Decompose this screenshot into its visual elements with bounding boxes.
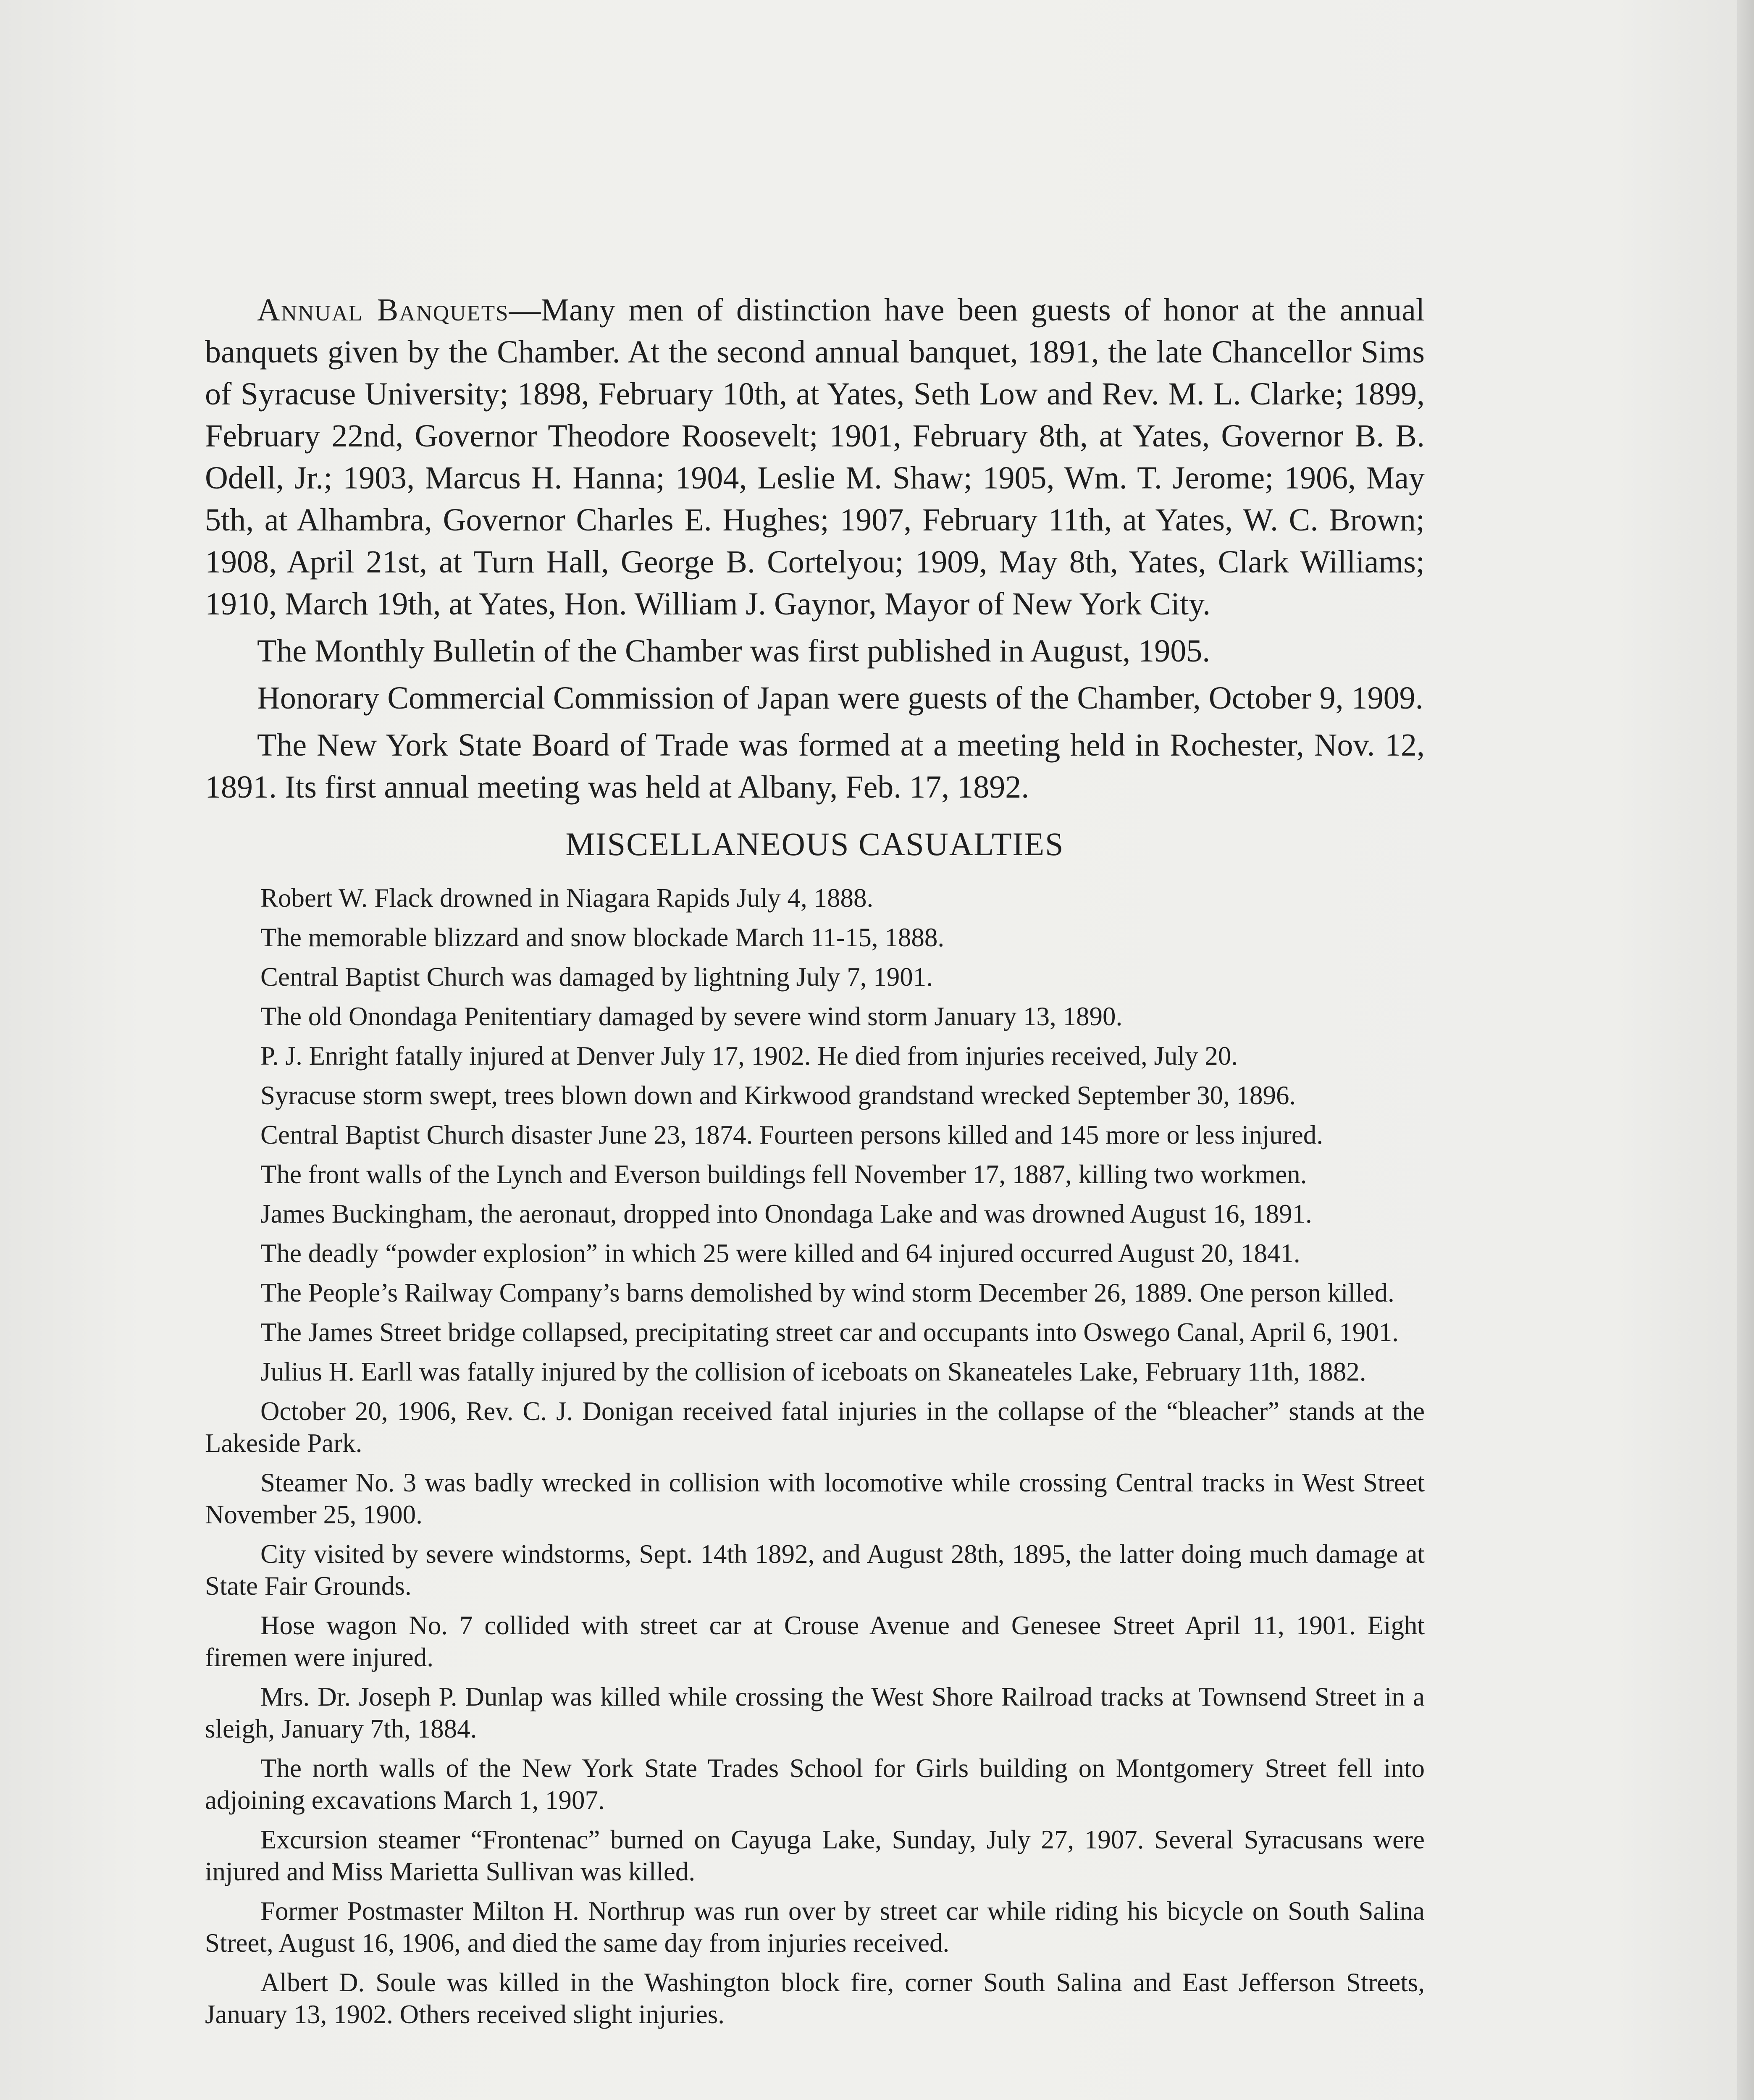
casualty-item: City visited by severe windstorms, Sept. 14th 1892, and August 28th, 1895, the latter doing much damage at State Fair Grounds. <box>205 1539 1425 1601</box>
casualty-item: Former Postmaster Milton H. Northrup was run over by street car while riding his bicycle on South Salina Street, August 16, 1906, and died the same day from injuries received. <box>205 1896 1425 1958</box>
casualty-item: The memorable blizzard and snow blockade March 11-15, 1888. <box>260 923 945 952</box>
casualty-item: The north walls of the New York State Trades School for Girls building on Montgomery Street fell into adjoining excavations March 1, 1907. <box>205 1754 1425 1815</box>
casualty-item: Steamer No. 3 was badly wrecked in collision with locomotive while crossing Central tracks in West Street November 25, 1900. <box>205 1468 1425 1529</box>
casualty-item: The People’s Railway Company’s barns demolished by wind storm December 26, 1889. One person killed. <box>260 1278 1394 1307</box>
japan-commission-paragraph: Honorary Commercial Commission of Japan were guests of the Chamber, October 9, 1909. <box>257 680 1423 716</box>
casualty-item: The old Onondaga Penitentiary damaged by severe wind storm January 13, 1890. <box>260 1002 1123 1031</box>
casualty-item: The front walls of the Lynch and Everson buildings fell November 17, 1887, killing two workmen. <box>260 1160 1307 1189</box>
text-column <box>205 289 1425 2038</box>
casualty-item: Hose wagon No. 7 collided with street car at Crouse Avenue and Genesee Street April 11, 1901. Eight firemen were injured. <box>205 1611 1425 1672</box>
casualty-item: The James Street bridge collapsed, precipitating street car and occupants into Oswego Canal, April 6, 1901. <box>260 1318 1399 1347</box>
chamber-notes <box>205 289 1425 808</box>
board-of-trade-paragraph: The New York State Board of Trade was formed at a meeting held in Rochester, Nov. 12, 1891. Its first annual meeting was held at Albany, Feb. 17, 1892. <box>205 727 1425 805</box>
casualty-item: Robert W. Flack drowned in Niagara Rapids July 4, 1888. <box>260 883 874 913</box>
casualty-item: Excursion steamer “Frontenac” burned on Cayuga Lake, Sunday, July 27, 1907. Several Syracusans were injured and Miss Marietta Sullivan was killed. <box>205 1825 1425 1886</box>
casualty-item: Central Baptist Church was damaged by lightning July 7, 1901. <box>260 962 933 992</box>
casualty-item: The deadly “powder explosion” in which 25 were killed and 64 injured occurred August 20, 1841. <box>260 1239 1300 1268</box>
banquets-text: —Many men of distinction have been guests of honor at the annual banquets given by the Chamber. At the second annual banquet, 1891, the late Chancellor Sims of Syracuse University; 1898, February 10th, at Yates, Seth Low and Rev. M. L. Clarke; 1899, February 22nd, Governor Theodore Roosevelt; 1901, February 8th, at Yates, Governor B. B. Odell, Jr.; 1903, Marcus H. Hanna; 1904, Leslie M. Shaw; 1905, Wm. T. Jerome; 1906, May 5th, at Alhambra, Governor Charles E. Hughes; 1907, February 11th, at Yates, W. C. Brown; 1908, April 21st, at Turn Hall, George B. Cortelyou; 1909, May 8th, Yates, Clark Williams; 1910, March 19th, at Yates, Hon. William J. Gaynor, Mayor of New York City. <box>205 292 1425 622</box>
casualty-item: Julius H. Earll was fatally injured by the collision of iceboats on Skaneateles Lake, February 11th, 1882. <box>260 1357 1366 1386</box>
casualty-item: P. J. Enright fatally injured at Denver July 17, 1902. He died from injuries received, July 20. <box>260 1041 1238 1071</box>
banquets-paragraph <box>205 289 1425 625</box>
casualty-item: James Buckingham, the aeronaut, dropped into Onondaga Lake and was drowned August 16, 1891. <box>260 1199 1312 1228</box>
casualty-item: October 20, 1906, Rev. C. J. Donigan received fatal injuries in the collapse of the “bleacher” stands at the Lakeside Park. <box>205 1396 1425 1458</box>
casualties-list <box>205 882 1425 2030</box>
casualty-item: Mrs. Dr. Joseph P. Dunlap was killed while crossing the West Shore Railroad tracks at Townsend Street in a sleigh, January 7th, 1884. <box>205 1682 1425 1743</box>
casualty-item: Syracuse storm swept, trees blown down and Kirkwood grandstand wrecked September 30, 1896. <box>260 1081 1296 1110</box>
page-edge <box>1737 0 1754 2100</box>
casualty-item: Albert D. Soule was killed in the Washington block fire, corner South Salina and East Jefferson Streets, January 13, 1902. Others received slight injuries. <box>205 1968 1425 2029</box>
bulletin-paragraph: The Monthly Bulletin of the Chamber was first published in August, 1905. <box>257 633 1210 669</box>
casualty-item: Central Baptist Church disaster June 23, 1874. Fourteen persons killed and 145 more or less injured. <box>260 1120 1323 1150</box>
section-title: MISCELLANEOUS CASUALTIES <box>565 826 1064 862</box>
banquets-heading: Annual Banquets <box>257 292 509 328</box>
